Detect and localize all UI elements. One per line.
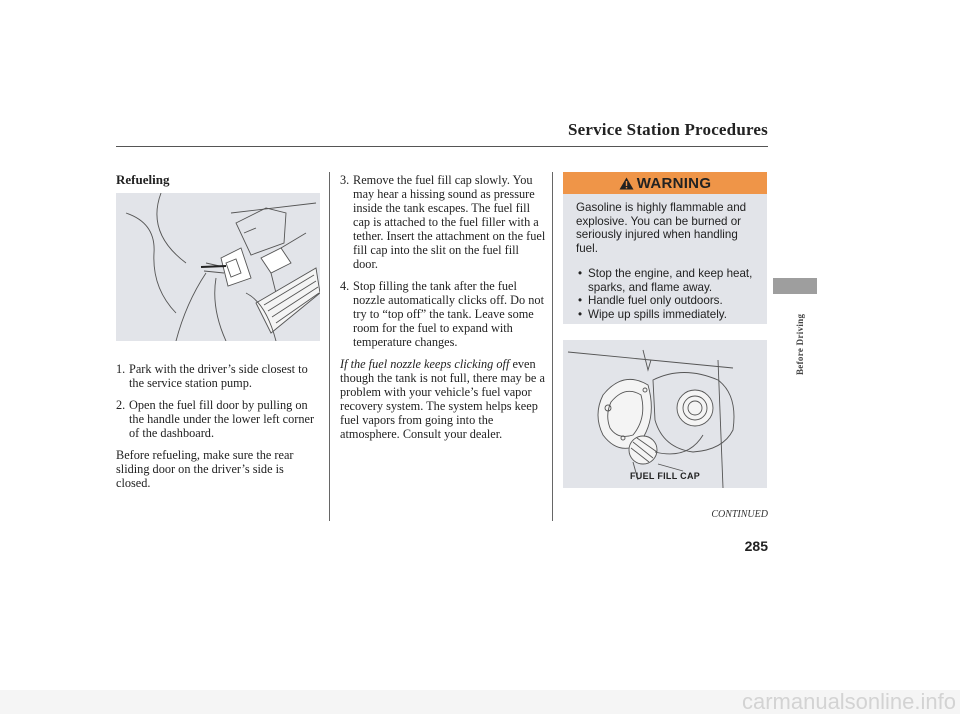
warning-item: • Handle fuel only outdoors.: [576, 294, 761, 308]
column-divider-right: [552, 172, 553, 521]
continued-label: CONTINUED: [711, 509, 768, 520]
warning-title: WARNING: [636, 174, 712, 192]
watermark: carmanualsonline.info: [0, 690, 960, 714]
header-divider: [116, 146, 768, 147]
left-column-text: [116, 362, 320, 490]
warning-box: [563, 172, 767, 324]
fuel-fill-cap-illustration: [563, 340, 767, 488]
nozzle-tip-lead: If the fuel nozzle keeps clicking off: [340, 357, 510, 371]
section-heading: Refueling: [116, 172, 170, 187]
warning-header: [563, 172, 767, 194]
section-tab-label: Before Driving: [795, 313, 805, 375]
middle-column-text: [340, 173, 546, 441]
section-tab: [773, 278, 817, 294]
step-2: 2. Open the fuel fill door by pulling on the handle under the lower left corner of the dashboard.: [116, 398, 315, 440]
warning-intro: Gasoline is highly flammable and explosive. You can be burned or seriously injured when handling fuel.: [576, 201, 747, 255]
warning-body: [576, 201, 761, 321]
figure-caption: FUEL FILL CAP: [630, 471, 701, 481]
refuel-note: Before refueling, make sure the rear sliding door on the driver’s side is closed.: [116, 448, 294, 490]
page-number: 285: [744, 538, 768, 554]
step-1: 1. Park with the driver’s side closest to the service station pump.: [116, 362, 308, 390]
warning-triangle-icon: [619, 177, 634, 190]
nozzle-tip: If the fuel nozzle keeps clicking off even though the tank is not full, there may be a problem with your vehicle’s fuel vapor recovery system. The system helps keep fuel vapors from going into the atmosphere. Consult your dealer.: [340, 357, 545, 441]
fuel-door-handle-illustration: [116, 193, 320, 341]
column-divider-left: [329, 172, 330, 521]
page-title: Service Station Procedures: [567, 120, 768, 139]
step-4: 4. Stop filling the tank after the fuel nozzle automatically clicks off. Do not try to “top off” the tank. Leave some room for the fuel to expand with temperature changes.: [340, 279, 544, 349]
warning-list: [576, 267, 761, 321]
warning-item: • Stop the engine, and keep heat, sparks, and flame away.: [576, 267, 761, 294]
warning-item: • Wipe up spills immediately.: [576, 308, 761, 322]
step-3: 3. Remove the fuel fill cap slowly. You may hear a hissing sound as pressure inside the tank escapes. The fuel fill cap is attached to the fuel filler with a tether. Insert the attachment on the fuel fill cap into the slit on the fuel fill door.: [340, 173, 546, 271]
